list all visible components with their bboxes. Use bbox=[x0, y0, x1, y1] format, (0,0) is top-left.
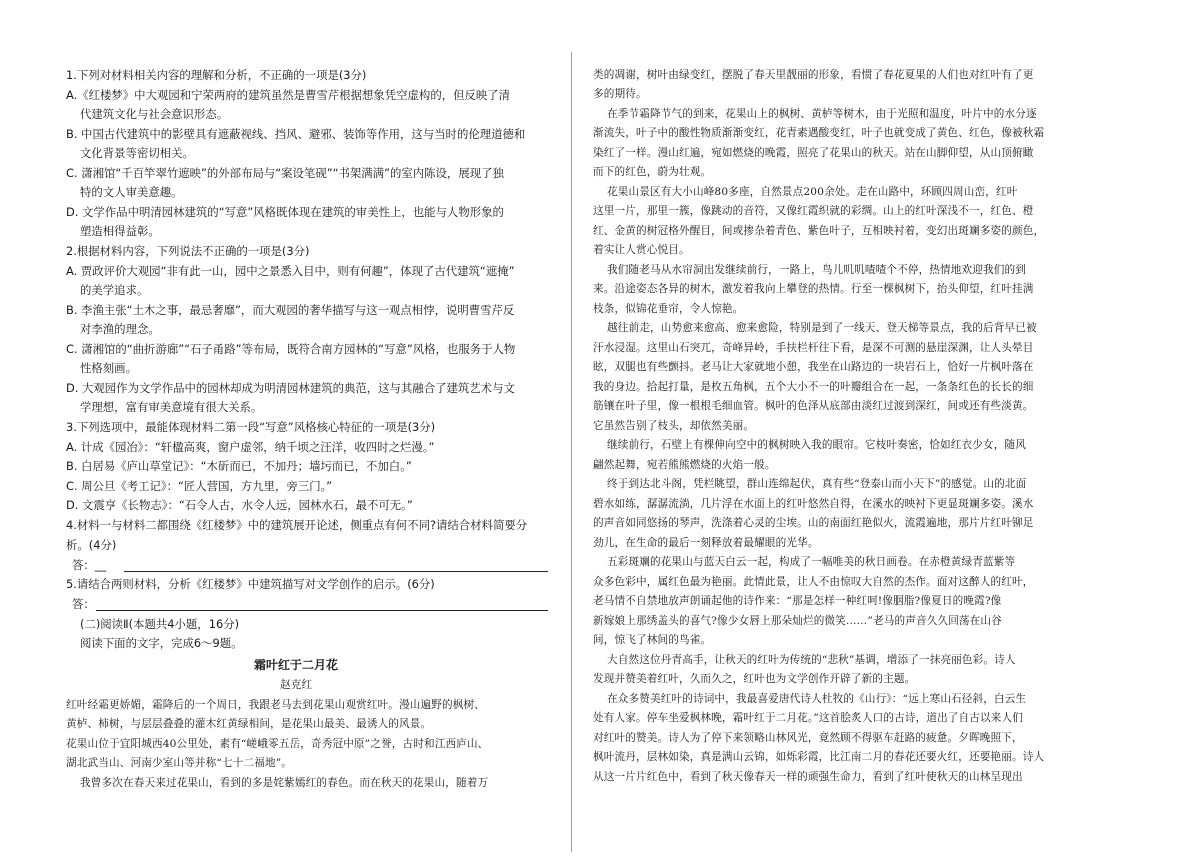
article-line: 翩然起舞，宛若熊熊燃烧的火焰一般。 bbox=[593, 459, 776, 471]
reading-instruction: 阅读下面的文字，完成6～9题。 bbox=[80, 636, 243, 650]
q2-option-a: A. 贾政评价大观园“非有此一山，园中之景悉入目中，则有何趣”，体现了古代建筑“遮掩” bbox=[66, 264, 515, 278]
article-title: 霜叶红于二月花 bbox=[254, 658, 339, 672]
q2-option-b-cont: 对李渔的理念。 bbox=[80, 322, 160, 336]
article-line: 五彩斑斓的花果山与蓝天白云一起，构成了一幅唯美的秋日画卷。在赤橙黄绿青蓝紫等 bbox=[607, 556, 1016, 568]
article-line: 来。沿途姿态各异的树木，激发着我向上攀登的热情。行至一棵枫树下，抬头仰望，红叶挂满 bbox=[593, 283, 1034, 295]
article-line: 从这一片片红色中，看到了秋天像春天一样的顽强生命力，看到了红叶使秋天的山林呈现出 bbox=[593, 771, 1023, 783]
q2-option-d-cont: 学理想，富有审美意境有很大关系。 bbox=[80, 400, 263, 414]
article-line: 我曾多次在春天来过花果山，看到的多是姹紫嫣红的春色。而在秋天的花果山，随着万 bbox=[80, 777, 489, 789]
article-line: 红叶经霜更娇媚，霜降后的一个周日，我跟老马去到花果山观赏红叶。漫山遍野的枫树、 bbox=[66, 699, 486, 711]
article-line: 大自然这位丹青高手，让秋天的红叶为传统的“悲秋”基调，增添了一抹亮丽色彩。诗人 bbox=[607, 654, 1016, 666]
q1-option-b-cont: 文化背景等密切相关。 bbox=[80, 146, 194, 160]
question-5: 5.请结合两则材料，分析《红楼梦》中建筑描写对文学创作的启示。(6分) bbox=[66, 577, 435, 591]
q1-option-b: B. 中国古代建筑中的影壁具有遮蔽视线、挡风、避邪、装饰等作用，这与当时的伦理道德和 bbox=[66, 127, 526, 141]
q3-option-a: A. 计成《园冶》：“轩楹高爽，窗户虚邻，纳千顷之汪洋，收四时之烂漫。” bbox=[66, 440, 435, 454]
article-line: 老马情不自禁地放声朗诵起他的诗作来：“那是怎样一种红呵!像胭脂?像夏日的晚霞?像 bbox=[593, 595, 1002, 607]
article-line: 花果山位于宜阳城西40公里处，素有“嵯峨零五岳，奇秀冠中原”之誉，古时和江西庐山、 bbox=[66, 738, 489, 750]
answer-5-label: 答： bbox=[72, 597, 95, 611]
article-line: 渐流失，叶子中的酸性物质渐渐变红，花青素遇酸变红，叶子也就变成了黄色、红色，像被秋霜 bbox=[593, 127, 1045, 139]
article-line: 多的期待。 bbox=[593, 88, 647, 100]
question-3: 3.下列选项中，最能体现材料二第一段“写意”风格核心特征的一项是(3分) bbox=[66, 420, 436, 434]
article-line: 新嫁娘上那绣盖头的喜气?像少女唇上那朵灿烂的微笑……”老马的声音久久回荡在山谷 bbox=[593, 615, 1002, 627]
question-4-cont: 析。(4分) bbox=[66, 538, 117, 552]
article-line: 我们随老马从水帘洞出发继续前行，一路上，鸟儿叽叽喳喳个不停，热情地欢迎我们的到 bbox=[607, 264, 1027, 276]
q1-option-d: D. 文学作品中明清园林建筑的“写意”风格既体现在建筑的审美性上，也能与人物形象的 bbox=[66, 205, 504, 219]
article-line: 汗水浸湿。这里山石突兀，奇峰异岭，手扶栏杆往下看，是深不可测的悬崖深渊，让人头晕目 bbox=[593, 342, 1034, 354]
article-line: 花果山景区有大小山峰80多座，自然景点200余处。走在山路中，环顾四周山峦，红叶 bbox=[607, 186, 1018, 198]
article-line: 而下的红色，蔚为壮观。 bbox=[593, 166, 712, 178]
q3-option-d: D. 文震亨《长物志》：“石令人古，水令人远，园林水石，最不可无。” bbox=[66, 498, 413, 512]
answer-4-label: 答：__ bbox=[72, 558, 107, 572]
question-1: 1.下列对材料相关内容的理解和分析，不正确的一项是(3分) bbox=[66, 68, 367, 82]
answer-5-line[interactable] bbox=[96, 610, 548, 611]
article-line: 对红叶的赞美。诗人为了停下来领略山林风光，竟然顾不得驱车赶路的疲惫。夕晖晚照下， bbox=[593, 732, 1023, 744]
article-line: 枫叶流丹，层林如染，真是满山云锦，如烁彩霞，比江南二月的春花还要火红，还要艳丽。诗人 bbox=[593, 751, 1045, 763]
article-line: 湖北武当山、河南少室山等并称“七十二福地”。 bbox=[66, 757, 293, 769]
q2-option-c-cont: 性格刻画。 bbox=[80, 361, 137, 375]
article-line: 我的身边。拾起打量，是枚五角枫，五个大小不一的叶瓣组合在一起，一条条红色的长长的细 bbox=[593, 381, 1034, 393]
article-line: 劲儿，在生命的最后一刻释放着最耀眼的光华。 bbox=[593, 537, 819, 549]
article-line: 着实让人赏心悦目。 bbox=[593, 244, 690, 256]
answer-4-line[interactable] bbox=[124, 571, 548, 572]
q2-option-d: D. 大观园作为文学作品中的园林却成为明清园林建筑的典范，这与其融合了建筑艺术与文 bbox=[66, 381, 515, 395]
q2-option-c: C. 潇湘馆的“曲折游廊”“石子甬路”等布局，既符合南方园林的“写意”风格，也服务于人物 bbox=[66, 342, 516, 356]
article-line: 黄栌、柿树，与层层叠叠的灌木红黄绿相间，是花果山最美、最诱人的风景。 bbox=[66, 718, 432, 730]
q1-option-a-cont: 代建筑文化与社会意识形态。 bbox=[80, 107, 229, 121]
q3-option-c: C. 周公旦《考工记》：“匠人营国，方九里，旁三门。” bbox=[66, 479, 333, 493]
article-line: 枝条，似锦花垂帘，令人惊艳。 bbox=[593, 303, 744, 315]
article-line: 越往前走，山势愈来愈高、愈来愈险，特别是到了一线天、登天梯等景点，我的后背早已被 bbox=[607, 322, 1037, 334]
article-author: 赵克红 bbox=[280, 679, 313, 691]
article-line: 在众多赞美红叶的诗词中，我最喜爱唐代诗人杜牧的《山行》：“远上寒山石径斜，白云生 bbox=[607, 693, 1027, 705]
article-line: 处有人家。停车坐爱枫林晚，霜叶红于二月花。”这首脍炙人口的古诗，道出了自古以来人们 bbox=[593, 712, 1024, 724]
article-line: 继续前行，石壁上有棵伸向空中的枫树映入我的眼帘。它枝叶奏密，恰如红衣少女，随风 bbox=[607, 439, 1027, 451]
q3-option-b: B. 白居易《庐山草堂记》：“木斫而已，不加丹；墙圬而已，不加白。” bbox=[66, 459, 412, 473]
article-line: 发现并赞美着红叶，久而久之，红叶也为文学创作开辟了新的主题。 bbox=[593, 673, 916, 685]
q1-option-d-cont: 塑造相得益彰。 bbox=[80, 224, 160, 238]
question-4: 4.材料一与材料二都围绕《红楼梦》中的建筑展开论述，侧重点有何不同?请结合材料简要分 bbox=[66, 518, 528, 532]
article-line: 它虽然告别了枝头，却依然美丽。 bbox=[593, 420, 755, 432]
column-divider bbox=[571, 52, 572, 852]
article-line: 眩，双腿也有些颤抖。老马让大家就地小憩，我坐在山路边的一块岩石上，恰好一片枫叶落在 bbox=[593, 361, 1034, 373]
q1-option-c-cont: 特的文人审美意趣。 bbox=[80, 185, 183, 199]
article-line: 间，惊飞了林间的鸟雀。 bbox=[593, 634, 712, 646]
article-line: 红、金黄的树冠格外醒目，间或掺杂着青色、紫色叶子，互相映衬着，变幻出斑斓多姿的颜色， bbox=[593, 225, 1045, 237]
q1-option-a: A.《红楼梦》中大观园和宁荣两府的建筑虽然是曹雪芹根据想象凭空虚构的，但反映了清 bbox=[66, 88, 511, 102]
article-line: 类的凋谢，树叶由绿变红，摆脱了春天里靓丽的形象，看惯了春花夏果的人们也对红叶有了更 bbox=[593, 69, 1034, 81]
article-line: 众多色彩中，属红色最为艳丽。此情此景，让人不由惊叹大自然的杰作。面对这醉人的红叶， bbox=[593, 576, 1034, 588]
q2-option-a-cont: 的美学追求。 bbox=[80, 283, 149, 297]
article-line: 的声音如同悠扬的琴声，洗涤着心灵的尘埃。山的南面红艳似火，流霞遍地，那片片红叶铆足 bbox=[593, 517, 1034, 529]
article-line: 筋镶在叶子里，像一根根毛细血管。枫叶的色泽从底部由淡红过渡到深红，间或还有些淡黄。 bbox=[593, 400, 1034, 412]
article-line: 终于到达北斗阁，凭栏眺望，群山连绵起伏，真有些“登泰山而小天下”的感觉。山的北面 bbox=[607, 478, 1027, 490]
section-heading: (二)阅读Ⅱ(本题共4小题，16分) bbox=[80, 617, 240, 631]
article-line: 这里一片，那里一簇，像跳动的音符，又像红霞织就的彩绸。山上的红叶深浅不一，红色、橙 bbox=[593, 205, 1034, 217]
article-line: 染红了一样。漫山红遍，宛如燃烧的晚霞，照亮了花果山的秋天。站在山脚仰望，从山顶俯瞰 bbox=[593, 147, 1034, 159]
article-line: 在季节霜降节气的到来，花果山上的枫树、黄栌等树木，由于光照和温度，叶片中的水分逐 bbox=[607, 108, 1037, 120]
question-2: 2.根据材料内容，下列说法不正确的一项是(3分) bbox=[66, 244, 310, 258]
article-line: 碧水如练，潺潺流淌，几片浮在水面上的红叶悠然自得，在溪水的映衬下更显斑斓多姿。溪水 bbox=[593, 498, 1034, 510]
q2-option-b: B. 李渔主张“土木之事，最忌奢靡”，而大观园的奢华描写与这一观点相悖，说明曹雪芹反 bbox=[66, 303, 515, 317]
q1-option-c: C. 潇湘馆“千百竿翠竹遮映”的外部布局与“案设笔砚”“书架满满”的室内陈设，展现了独 bbox=[66, 166, 504, 180]
